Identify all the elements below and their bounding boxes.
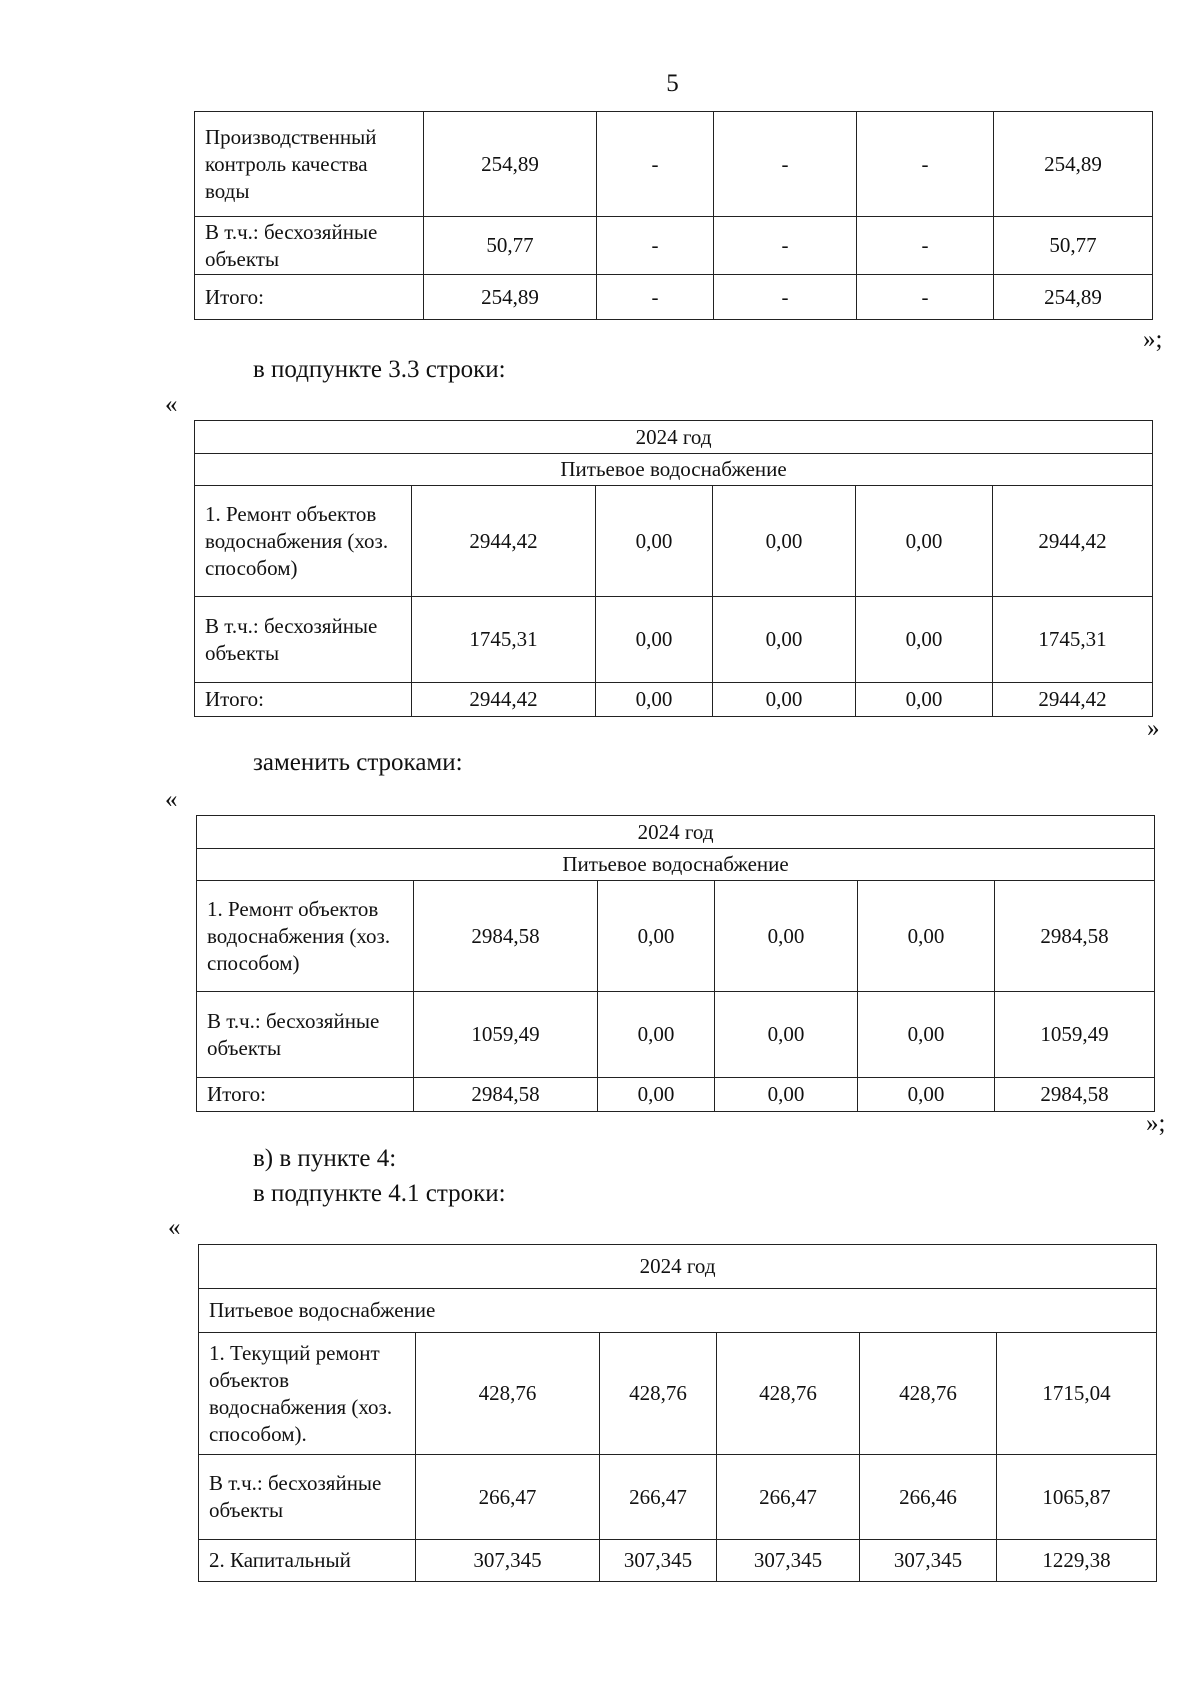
cell: 2984,58 bbox=[995, 881, 1155, 992]
cell: 428,76 bbox=[600, 1333, 717, 1455]
paragraph-subitem-3-3: в подпункте 3.3 строки: bbox=[253, 356, 506, 383]
cell: 0,00 bbox=[713, 597, 856, 683]
table-row bbox=[195, 454, 1153, 486]
cell: 2984,58 bbox=[995, 1078, 1155, 1112]
row-label: В т.ч.: бесхозяйные объекты bbox=[195, 217, 424, 275]
cell: 1059,49 bbox=[414, 992, 598, 1078]
cell: 0,00 bbox=[715, 881, 858, 992]
table-row bbox=[195, 486, 1153, 597]
cell: 50,77 bbox=[424, 217, 597, 275]
table-row bbox=[199, 1245, 1157, 1289]
table-row bbox=[199, 1540, 1157, 1582]
cell: 1745,31 bbox=[412, 597, 596, 683]
row-label: 2. Капитальный bbox=[199, 1540, 416, 1582]
cell: 0,00 bbox=[856, 486, 993, 597]
cell: 1745,31 bbox=[993, 597, 1153, 683]
cell: 0,00 bbox=[858, 1078, 995, 1112]
table-row bbox=[195, 683, 1153, 717]
cell: 307,345 bbox=[416, 1540, 600, 1582]
paragraph-item-v: в) в пункте 4: bbox=[253, 1145, 397, 1172]
cell: 266,46 bbox=[860, 1455, 997, 1540]
paragraph-subitem-4-1: в подпункте 4.1 строки: bbox=[253, 1180, 506, 1207]
cell: 2984,58 bbox=[414, 881, 598, 992]
table-row bbox=[197, 881, 1155, 992]
cell: 1065,87 bbox=[997, 1455, 1157, 1540]
cell: 1715,04 bbox=[997, 1333, 1157, 1455]
cell: 307,345 bbox=[717, 1540, 860, 1582]
table-row bbox=[195, 597, 1153, 683]
cell: 254,89 bbox=[424, 275, 597, 320]
year-header: 2024 год bbox=[199, 1245, 1157, 1289]
table-old-rows-3-3 bbox=[194, 420, 1153, 717]
cell: 2944,42 bbox=[993, 683, 1153, 717]
table-row bbox=[197, 992, 1155, 1078]
row-label: Итого: bbox=[195, 275, 424, 320]
row-label: 1. Текущий ремонт объектов водоснабжения (хоз. способом). bbox=[199, 1333, 416, 1455]
cell: 0,00 bbox=[598, 1078, 715, 1112]
cell: 0,00 bbox=[713, 486, 856, 597]
close-quote: » bbox=[1147, 715, 1160, 742]
cell: 2944,42 bbox=[412, 486, 596, 597]
row-label: Итого: bbox=[197, 1078, 414, 1112]
cell: 0,00 bbox=[715, 1078, 858, 1112]
table-row bbox=[197, 849, 1155, 881]
cell: 0,00 bbox=[596, 683, 713, 717]
section-header: Питьевое водоснабжение bbox=[199, 1289, 1157, 1333]
open-quote: « bbox=[165, 786, 178, 813]
table-row bbox=[195, 112, 1153, 217]
cell: 0,00 bbox=[858, 992, 995, 1078]
section-header: Питьевое водоснабжение bbox=[195, 454, 1153, 486]
page-number: 5 bbox=[666, 70, 679, 97]
year-header: 2024 год bbox=[197, 816, 1155, 849]
cell: 0,00 bbox=[713, 683, 856, 717]
table-row bbox=[195, 217, 1153, 275]
open-quote: « bbox=[168, 1214, 181, 1241]
table-old-rows-4-1 bbox=[198, 1244, 1157, 1582]
cell: 1229,38 bbox=[997, 1540, 1157, 1582]
cell: - bbox=[597, 112, 714, 217]
cell: - bbox=[714, 217, 857, 275]
cell: 428,76 bbox=[860, 1333, 997, 1455]
paragraph-replace-with: заменить строками: bbox=[253, 749, 463, 776]
row-label: 1. Ремонт объектов водоснабжения (хоз. способом) bbox=[197, 881, 414, 992]
cell: 0,00 bbox=[598, 881, 715, 992]
cell: 1059,49 bbox=[995, 992, 1155, 1078]
table-row bbox=[195, 275, 1153, 320]
cell: 0,00 bbox=[715, 992, 858, 1078]
cell: 428,76 bbox=[416, 1333, 600, 1455]
cell: 254,89 bbox=[994, 112, 1153, 217]
table-row bbox=[197, 1078, 1155, 1112]
cell: 266,47 bbox=[416, 1455, 600, 1540]
cell: 0,00 bbox=[856, 683, 993, 717]
row-label: В т.ч.: бесхозяйные объекты bbox=[195, 597, 412, 683]
row-label: В т.ч.: бесхозяйные объекты bbox=[199, 1455, 416, 1540]
close-quote: »; bbox=[1146, 1110, 1166, 1137]
table-row bbox=[195, 421, 1153, 454]
table-water-quality-control bbox=[194, 111, 1153, 320]
row-label: Производственный контроль качества воды bbox=[195, 112, 424, 217]
table-new-rows-3-3 bbox=[196, 815, 1155, 1112]
table-row bbox=[199, 1333, 1157, 1455]
cell: 0,00 bbox=[596, 597, 713, 683]
row-label: Итого: bbox=[195, 683, 412, 717]
cell: 254,89 bbox=[994, 275, 1153, 320]
close-quote: »; bbox=[1143, 326, 1163, 353]
cell: 2984,58 bbox=[414, 1078, 598, 1112]
cell: 0,00 bbox=[598, 992, 715, 1078]
cell: 266,47 bbox=[600, 1455, 717, 1540]
cell: 0,00 bbox=[858, 881, 995, 992]
cell: 0,00 bbox=[856, 597, 993, 683]
row-label: В т.ч.: бесхозяйные объекты bbox=[197, 992, 414, 1078]
cell: 266,47 bbox=[717, 1455, 860, 1540]
section-header: Питьевое водоснабжение bbox=[197, 849, 1155, 881]
cell: 254,89 bbox=[424, 112, 597, 217]
cell: - bbox=[857, 217, 994, 275]
cell: - bbox=[714, 112, 857, 217]
year-header: 2024 год bbox=[195, 421, 1153, 454]
cell: 2944,42 bbox=[993, 486, 1153, 597]
cell: - bbox=[857, 112, 994, 217]
cell: 307,345 bbox=[600, 1540, 717, 1582]
table-row bbox=[199, 1289, 1157, 1333]
cell: 0,00 bbox=[596, 486, 713, 597]
cell: 307,345 bbox=[860, 1540, 997, 1582]
cell: - bbox=[597, 275, 714, 320]
cell: 428,76 bbox=[717, 1333, 860, 1455]
cell: - bbox=[597, 217, 714, 275]
cell: - bbox=[857, 275, 994, 320]
table-row bbox=[199, 1455, 1157, 1540]
cell: 2944,42 bbox=[412, 683, 596, 717]
row-label: 1. Ремонт объектов водоснабжения (хоз. способом) bbox=[195, 486, 412, 597]
open-quote: « bbox=[165, 391, 178, 418]
cell: - bbox=[714, 275, 857, 320]
cell: 50,77 bbox=[994, 217, 1153, 275]
table-row bbox=[197, 816, 1155, 849]
